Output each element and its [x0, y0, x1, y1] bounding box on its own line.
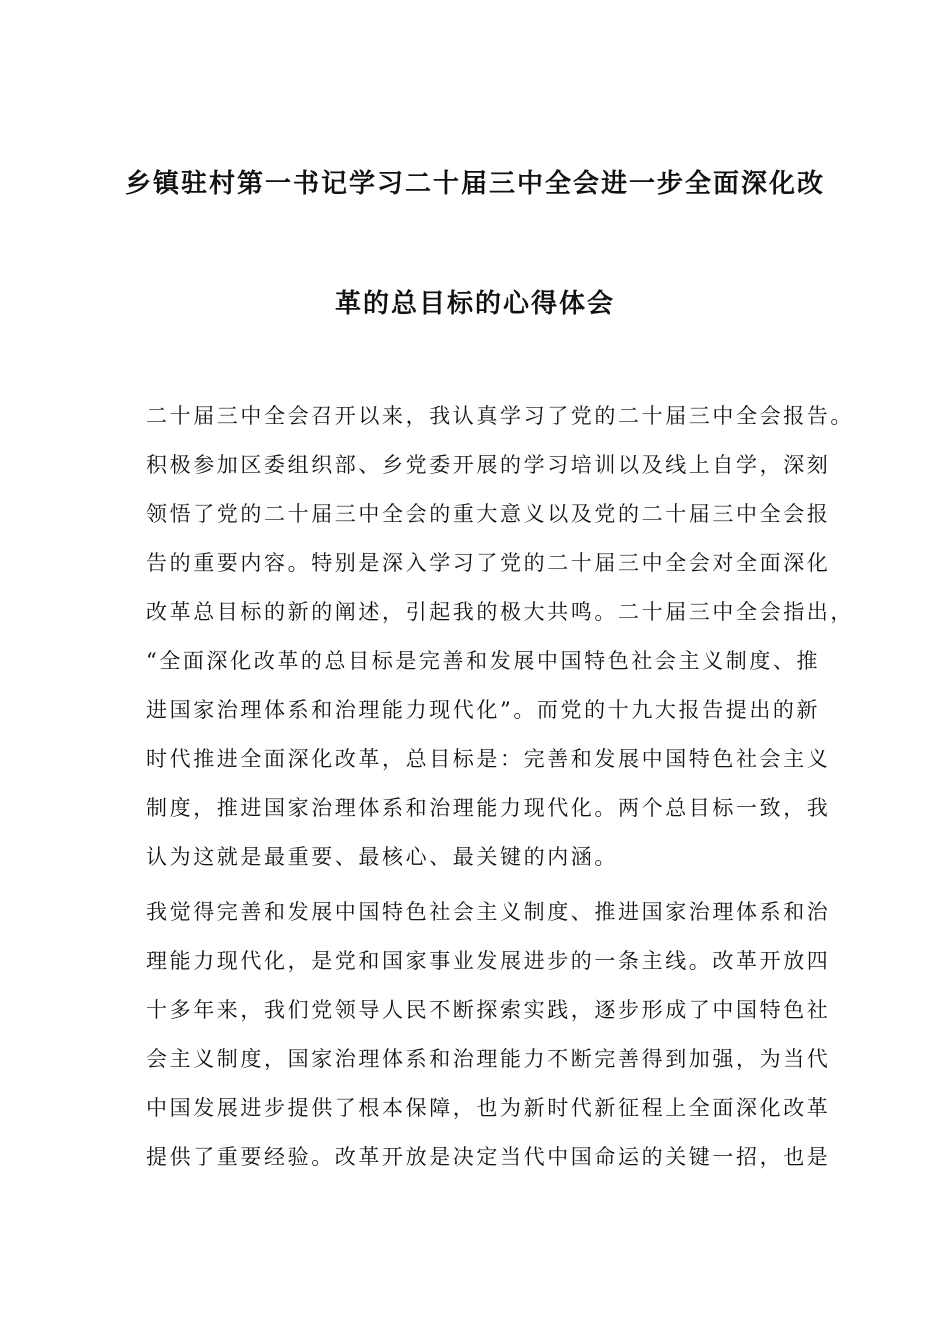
paragraph-line: 时代推进全面深化改革，总目标是：完善和发展中国特色社会主义 [146, 747, 831, 771]
paragraph-line: 改革总目标的新的阐述，引起我的极大共鸣。二十届三中全会指出， [146, 600, 854, 624]
paragraph-line: 中国发展进步提供了根本保障，也为新时代新征程上全面深化改革 [146, 1096, 831, 1120]
paragraph-line: 十多年来，我们党领导人民不断探索实践，逐步形成了中国特色社 [146, 998, 831, 1022]
paragraph-line: “全面深化改革的总目标是完善和发展中国特色社会主义制度、推 [146, 649, 821, 673]
paragraph-line: 提供了重要经验。改革开放是决定当代中国命运的关键一招，也是 [146, 1145, 831, 1169]
paragraph-line: 制度，推进国家治理体系和治理能力现代化。两个总目标一致，我 [146, 796, 831, 820]
paragraph-line: 告的重要内容。特别是深入学习了党的二十届三中全会对全面深化 [146, 551, 831, 575]
paragraph-line: 积极参加区委组织部、乡党委开展的学习培训以及线上自学，深刻 [146, 453, 831, 477]
paragraph-line: 认为这就是最重要、最核心、最关键的内涵。 [146, 845, 618, 869]
paragraph-line: 我觉得完善和发展中国特色社会主义制度、推进国家治理体系和治 [146, 900, 831, 924]
paragraph-line: 领悟了党的二十届三中全会的重大意义以及党的二十届三中全会报 [146, 502, 831, 526]
paragraph-line: 理能力现代化，是党和国家事业发展进步的一条主线。改革开放四 [146, 949, 831, 973]
paragraph-line: 进国家治理体系和治理能力现代化”。而党的十九大报告提出的新 [146, 698, 821, 722]
paragraph-line: 二十届三中全会召开以来，我认真学习了党的二十届三中全会报告。 [146, 404, 854, 428]
paragraph-line: 会主义制度，国家治理体系和治理能力不断完善得到加强，为当代 [146, 1047, 831, 1071]
document-title-line-1: 乡镇驻村第一书记学习二十届三中全会进一步全面深化改 [124, 169, 825, 199]
document-title-line-2: 革的总目标的心得体会 [334, 289, 615, 319]
